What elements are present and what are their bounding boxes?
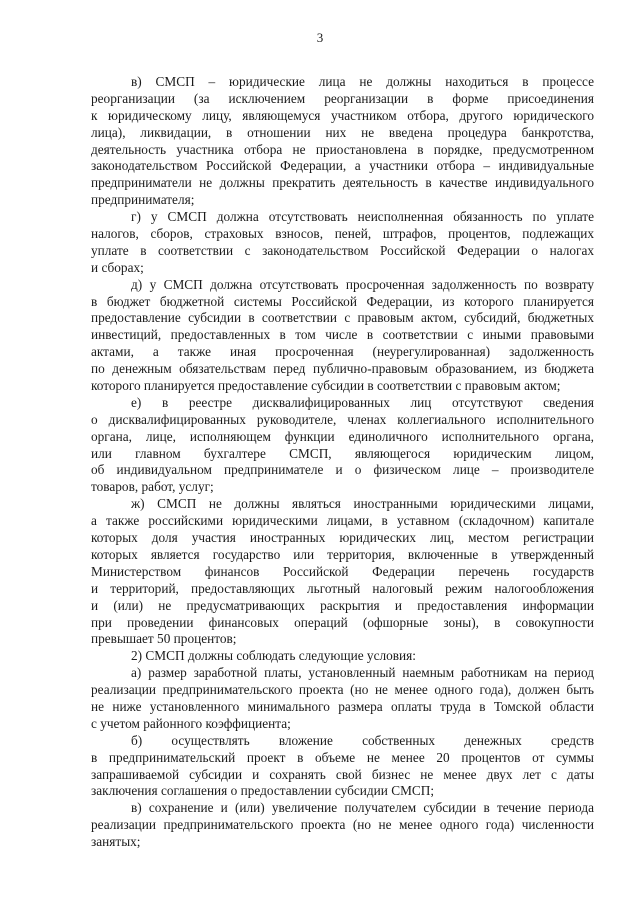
text-line: предоставление субсидии в соответствии с правовым актом, субсидий, бюджетных xyxy=(91,310,594,326)
text-line: к юридическому лицу, являющемуся участником отбора, другого юридического xyxy=(91,107,594,123)
text-line: д) у СМСП должна отсутствовать просроченная задолженность по возврату xyxy=(131,276,594,292)
paragraph-zh xyxy=(91,496,594,648)
text-line: о дисквалифицированных руководителе, членах коллегиального исполнительного xyxy=(91,411,594,427)
text-line: в) СМСП – юридические лица не должны находиться в процессе xyxy=(131,74,594,89)
page-number: 3 xyxy=(316,30,324,45)
paragraph-a2 xyxy=(91,665,594,733)
text-line: Министерством финансов Российской Федерации перечень государств xyxy=(91,563,594,579)
text-line: реализации предпринимательского проекта (но не менее одного года) численности xyxy=(91,817,594,833)
text-line: и территорий, предоставляющих льготный налоговый режим налогообложения xyxy=(91,580,594,596)
paragraph-g xyxy=(91,209,594,277)
text-line: г) у СМСП должна отсутствовать неисполненная обязанность по уплате xyxy=(131,209,594,225)
paragraph-b2 xyxy=(91,733,594,801)
text-line: и (или) не предусматривающих раскрытия и предоставления информации xyxy=(91,597,594,613)
text-line: а) размер заработной платы, установленный наемным работникам на период xyxy=(131,665,594,681)
paragraph-e xyxy=(91,395,594,496)
text-line: деятельность участника отбора не приостановлена в порядке, предусмотренном xyxy=(91,141,594,157)
text-line: законодательством Российской Федерации, а участники отбора – индивидуальные xyxy=(91,158,594,174)
text-line: инвестиций, предоставленных в том числе в соответствии с иными правовыми xyxy=(91,327,594,343)
paragraph-d xyxy=(91,277,594,395)
text-line: а также российскими юридическими лицами, в уставном (складочном) капитале xyxy=(91,513,594,529)
text-line: предпринимателя; xyxy=(91,192,195,208)
text-line: не ниже установленного минимального размера оплаты труда в Томской области xyxy=(91,698,594,714)
text-line: товаров, работ, услуг; xyxy=(91,479,214,495)
text-line: актами, а также иная просроченная (неурегулированная) задолженность xyxy=(91,344,594,360)
text-line: налогов, сборов, страховых взносов, пеней, штрафов, процентов, подлежащих xyxy=(91,226,594,242)
document-body xyxy=(91,74,594,851)
text-line: б) осуществлять вложение собственных денежных средств xyxy=(131,732,594,748)
text-line: которого планируется предоставление субсидии в соответствии с правовым актом; xyxy=(91,378,561,394)
text-line: органа, лице, исполняющем функции единоличного исполнительного органа, xyxy=(91,428,594,444)
text-line: предприниматели не должны прекратить деятельность в качестве индивидуального xyxy=(91,175,594,191)
text-line: ж) СМСП не должны являться иностранными юридическими лицами, xyxy=(131,496,594,512)
text-line: реализации предпринимательского проекта (но не менее одного года), должен быть xyxy=(91,682,594,698)
text-line: занятых; xyxy=(91,834,141,850)
text-line: которых является государство или территория, включенные в утвержденный xyxy=(91,546,594,562)
text-line: по денежным обязательствам перед публично-правовым образованием, из бюджета xyxy=(91,361,594,377)
paragraph-v2 xyxy=(91,800,594,851)
text-line: в предпринимательский проект в объеме не менее 20 процентов от суммы xyxy=(91,749,594,765)
text-line: 2) СМСП должны соблюдать следующие условия: xyxy=(131,648,416,664)
text-line: превышает 50 процентов; xyxy=(91,631,237,647)
text-line: которых доля участия иностранных юридических лиц, местом регистрации xyxy=(91,530,594,546)
paragraph-v xyxy=(91,74,594,209)
text-line: об индивидуальном предпринимателе и о физическом лице – производителе xyxy=(91,462,594,478)
text-line: в) сохранение и (или) увеличение получателем субсидии в течение периода xyxy=(131,800,594,816)
text-line: уплате в соответствии с законодательством Российской Федерации о налогах xyxy=(91,242,594,258)
text-line: или главном бухгалтере СМСП, являющегося юридическим лицом, xyxy=(91,445,594,461)
text-line: е) в реестре дисквалифицированных лиц отсутствуют сведения xyxy=(131,394,594,410)
text-line: при проведении финансовых операций (офшорные зоны), в совокупности xyxy=(91,614,594,630)
text-line: запрашиваемой субсидии и сохранять свой бизнес не менее двух лет с даты xyxy=(91,766,594,782)
text-line: и сборах; xyxy=(91,259,144,275)
text-line: с учетом районного коэффициента; xyxy=(91,715,291,731)
text-line: реорганизации (за исключением реорганизации в форме присоединения xyxy=(91,90,594,106)
text-line: лица), ликвидации, в отношении них не введена процедура банкротства, xyxy=(91,124,594,140)
text-line: заключения соглашения о предоставлении субсидии СМСП; xyxy=(91,783,435,799)
paragraph-p2 xyxy=(91,648,594,665)
text-line: в бюджет бюджетной системы Российской Федерации, из которого планируется xyxy=(91,293,594,309)
